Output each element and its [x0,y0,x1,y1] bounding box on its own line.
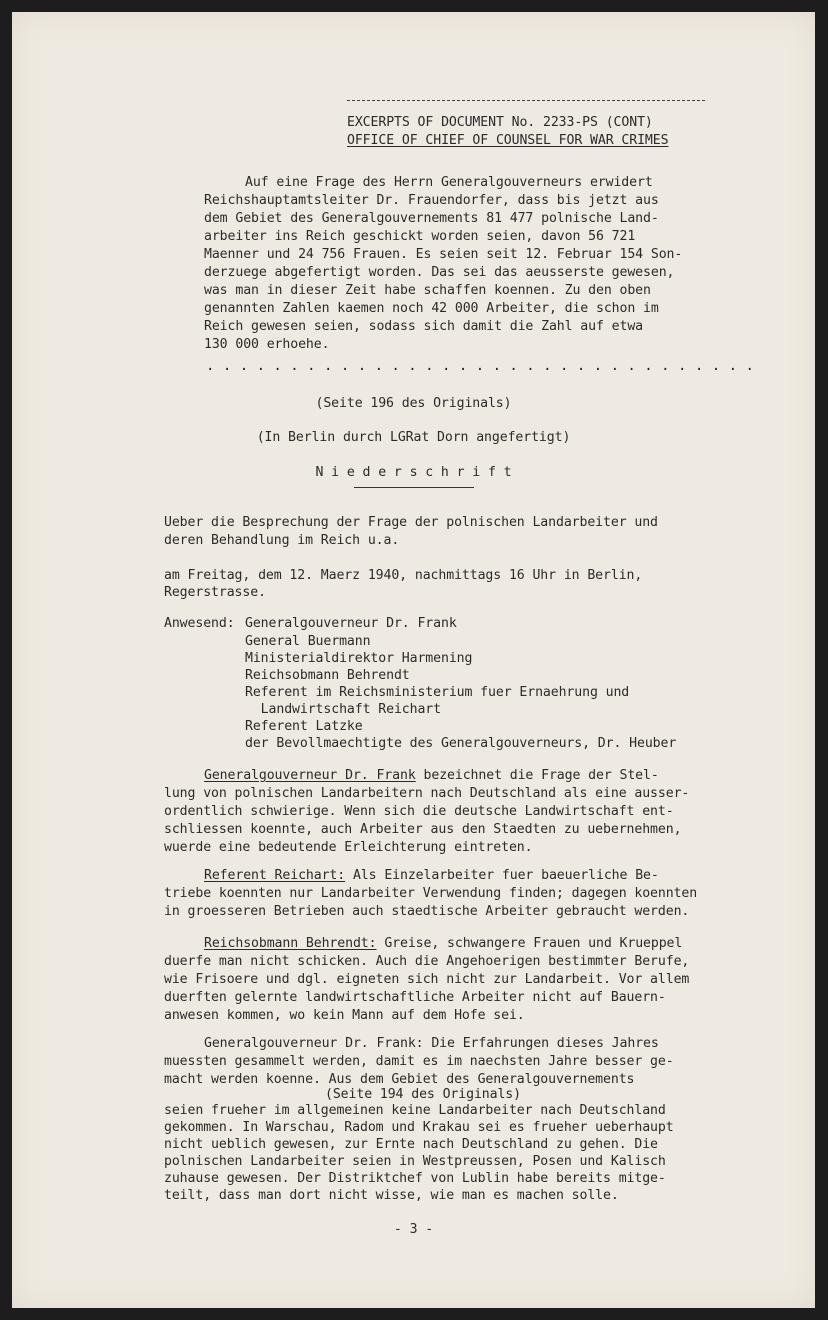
attendance-label: Anwesend: [164,616,235,631]
attendee: Referent im Reichsministerium fuer Ernaehrung und [245,685,630,700]
attendee: General Buermann [245,634,371,649]
paragraph-line: polnischen Landarbeiter seien in Westpreussen, Posen und Kalisch [164,1154,666,1169]
intro-line: arbeiter ins Reich geschickt worden seien, davon 56 721 [204,229,636,244]
document-title: N i e d e r s c h r i f t [315,465,512,480]
speaker-name: Reichsobmann Behrendt: [204,936,377,951]
paragraph-line: Generalgouverneur Dr. Frank: Die Erfahrungen dieses Jahres [204,1036,659,1051]
intro-line: derzuege abgefertigt worden. Das sei das aeusserste gewesen, [204,265,675,280]
header-line-1: EXCERPTS OF DOCUMENT No. 2233-PS (CONT) [347,115,653,130]
attendee: Referent Latzke [245,719,363,734]
dotted-separator: . . . . . . . . . . . . . . . . . . . . . . . . . . . . . . . . . [206,358,754,374]
paragraph-line: wie Frisoere und dgl. eigneten sich nicht zur Landarbeit. Vor allem [164,972,690,987]
paragraph-text: Als Einzelarbeiter fuer baeuerliche Be- [345,868,659,883]
paragraph-line: duerfe man nicht schicken. Auch die Angehoerigen bestimmter Berufe, [164,954,690,969]
paragraph-text: bezeichnet die Frage der Stel- [415,768,659,783]
paragraph-line: wuerde eine bedeutende Erleichterung eintreten. [164,840,533,855]
attendee: Generalgouverneur Dr. Frank [245,616,457,631]
paragraph-line: teilt, dass man dort nicht wisse, wie man es machen solle. [164,1188,619,1203]
attendee: der Bevollmaechtigte des Generalgouverneurs, Dr. Heuber [245,736,677,751]
paragraph-line: ordentlich schwierige. Wenn sich die deutsche Landwirtschaft ent- [164,804,674,819]
paragraph-line: lung von polnischen Landarbeitern nach Deutschland als eine ausser- [164,786,690,801]
intro-line: Auf eine Frage des Herrn Generalgouverneurs erwidert [245,175,653,190]
page-reference: (Seite 196 des Originals) [315,396,512,411]
paragraph-line: macht werden koenne. Aus dem Gebiet des Generalgouvernements [164,1072,635,1087]
paragraph-first-line [204,868,659,884]
page-reference-inline: (Seite 194 des Originals) [325,1087,521,1102]
date-line: Regerstrasse. [164,585,266,600]
attendee: Ministerialdirektor Harmening [245,651,473,666]
paragraph-first-line [204,936,682,952]
title-rule [354,487,474,488]
made-in-note: (In Berlin durch LGRat Dorn angefertigt) [256,430,571,445]
intro-line: dem Gebiet des Generalgouvernements 81 477 polnische Land- [204,211,659,226]
paragraph-line: triebe koennten nur Landarbeiter Verwendung finden; dagegen koennten [164,886,698,901]
intro-line: was man in dieser Zeit habe schaffen koennen. Zu den oben [204,283,651,298]
intro-line: Maenner und 24 756 Frauen. Es seien seit 12. Februar 154 Son- [204,247,683,262]
header-top-rule [347,100,705,101]
header-line-2: OFFICE OF CHIEF OF COUNSEL FOR WAR CRIMES [347,133,669,148]
paragraph-line: seien frueher im allgemeinen keine Landarbeiter nach Deutschland [164,1103,666,1118]
speaker-name: Referent Reichart: [204,868,346,883]
subject-line: deren Behandlung im Reich u.a. [164,533,400,548]
intro-line: 130 000 erhoehe. [204,337,330,352]
paragraph-line: duerften gelernte landwirtschaftliche Arbeiter nicht auf Bauern- [164,990,666,1005]
paragraph-line: anwesen kommen, wo kein Mann auf dem Hofe sei. [164,1008,525,1023]
page-number: - 3 - [393,1222,434,1237]
paragraph-line: zuhause gewesen. Der Distriktchef von Lublin habe bereits mitge- [164,1171,666,1186]
speaker-name: Generalgouverneur Dr. Frank [204,768,416,783]
intro-line: Reichshauptamtsleiter Dr. Frauendorfer, dass bis jetzt aus [204,193,659,208]
paragraph-line: gekommen. In Warschau, Radom und Krakau sei es frueher ueberhaupt [164,1120,674,1135]
paragraph-line: schliessen koennte, auch Arbeiter aus den Staedten zu uebernehmen, [164,822,682,837]
paragraph-line: nicht ueblich gewesen, zur Ernte nach Deutschland zu gehen. Die [164,1137,658,1152]
paragraph-line: in groesseren Betrieben auch staedtische Arbeiter gebraucht werden. [164,904,690,919]
date-line: am Freitag, dem 12. Maerz 1940, nachmittags 16 Uhr in Berlin, [164,568,643,583]
paragraph-line: muessten gesammelt werden, damit es im naechsten Jahre besser ge- [164,1054,674,1069]
subject-line: Ueber die Besprechung der Frage der polnischen Landarbeiter und [164,515,658,530]
attendee: Landwirtschaft Reichart [245,702,441,717]
intro-line: Reich gewesen seien, sodass sich damit die Zahl auf etwa [204,319,644,334]
paragraph-first-line [204,768,659,784]
attendee: Reichsobmann Behrendt [245,668,410,683]
paragraph-text: Greise, schwangere Frauen und Krueppel [376,936,683,951]
intro-line: genannten Zahlen kaemen noch 42 000 Arbeiter, die schon im [204,301,659,316]
document-page [12,12,815,1308]
